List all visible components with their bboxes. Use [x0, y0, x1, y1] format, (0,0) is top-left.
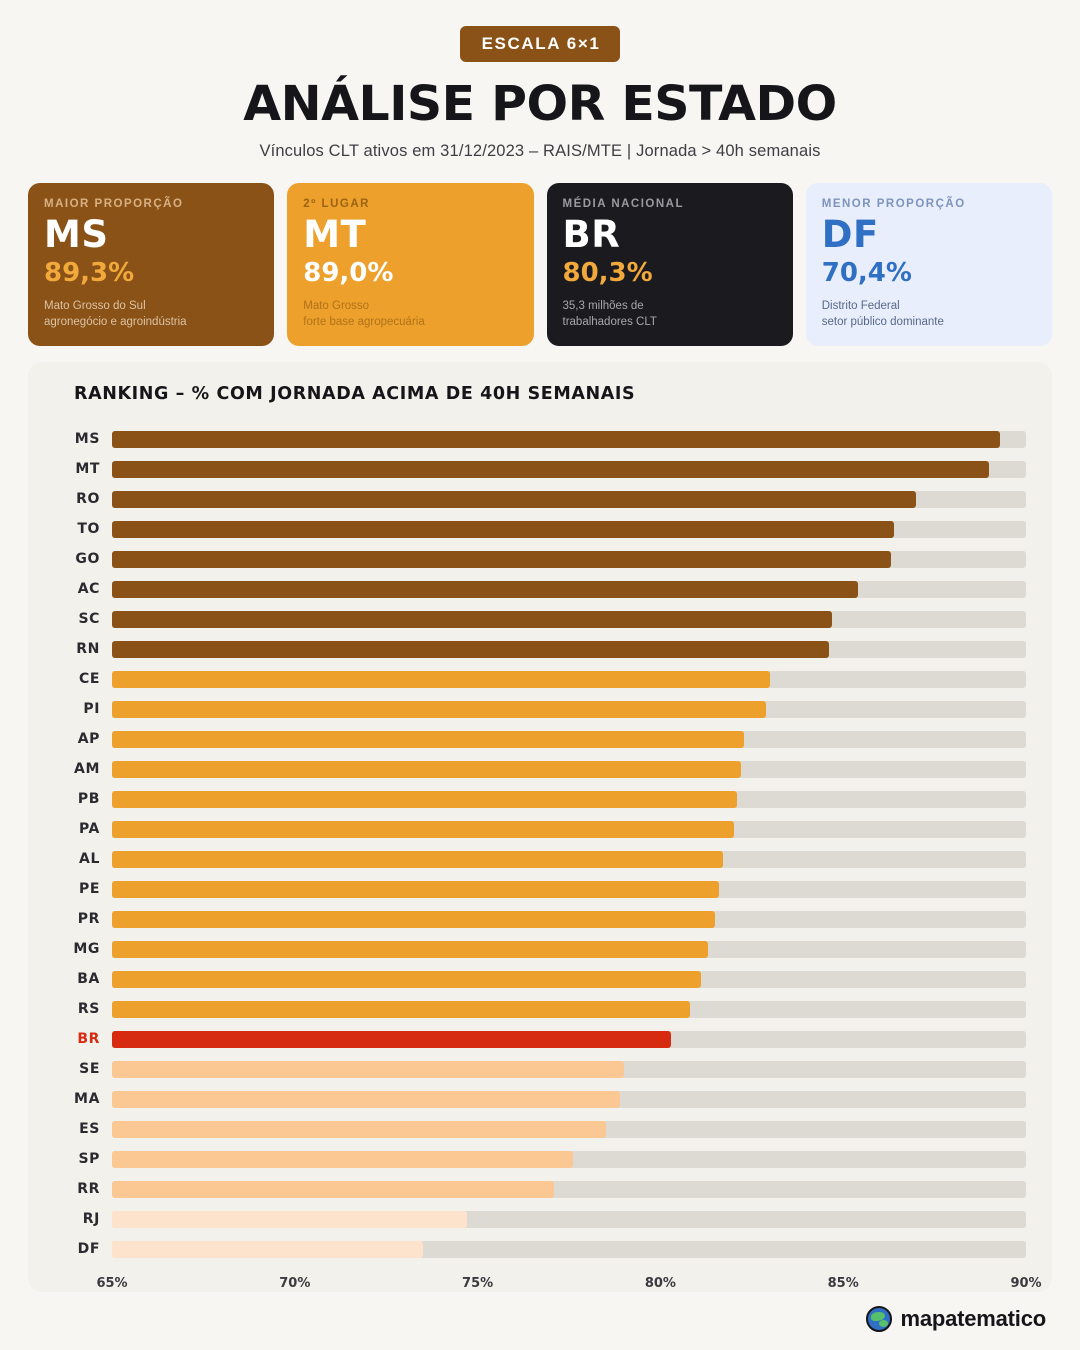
- state-label: CE: [78, 671, 100, 688]
- state-label: AM: [74, 761, 100, 778]
- escala-badge: ESCALA 6×1: [460, 26, 621, 62]
- kpi-card-mt: [287, 183, 533, 346]
- bar-track: [112, 791, 1026, 808]
- kpi-code: MS: [44, 213, 109, 256]
- ranking-title: RANKING – % COM JORNADA ACIMA DE 40H SEMANAIS: [74, 384, 636, 405]
- state-label: AP: [77, 731, 100, 748]
- ranking-row-rr: [54, 1174, 1026, 1204]
- bar-track: [112, 851, 1026, 868]
- bar-go: [112, 551, 891, 568]
- ranking-row-ro: [54, 484, 1026, 514]
- kpi-card-ms: [28, 183, 274, 346]
- bar-track: [112, 731, 1026, 748]
- bar-ap: [112, 731, 744, 748]
- bar-br: [112, 1031, 671, 1048]
- ranking-row-pr: [54, 904, 1026, 934]
- state-label: RN: [76, 641, 100, 658]
- bar-track: [112, 551, 1026, 568]
- kpi-value: 89,0%: [303, 257, 394, 288]
- bar-ms: [112, 431, 1000, 448]
- state-label: AL: [79, 851, 100, 868]
- kpi-description: [44, 298, 258, 331]
- kpi-description-line2: trabalhadores CLT: [562, 316, 657, 329]
- state-label: BA: [77, 971, 100, 988]
- state-label: AC: [77, 581, 100, 598]
- ranking-row-pb: [54, 784, 1026, 814]
- state-label: MA: [74, 1091, 100, 1108]
- ranking-row-ms: [54, 424, 1026, 454]
- state-label: RS: [77, 1001, 100, 1018]
- state-label: SC: [78, 611, 100, 628]
- kpi-code: MT: [303, 213, 367, 256]
- ranking-row-br: [54, 1024, 1026, 1054]
- bar-track: [112, 1001, 1026, 1018]
- state-label: PI: [83, 701, 100, 718]
- brand-name: mapatematico: [900, 1306, 1046, 1331]
- bar-track: [112, 911, 1026, 928]
- state-label: PA: [78, 821, 100, 838]
- bar-pe: [112, 881, 719, 898]
- state-label: GO: [75, 551, 100, 568]
- bar-track: [112, 971, 1026, 988]
- kpi-label: MAIOR PROPORÇÃO: [44, 198, 184, 210]
- bar-track: [112, 461, 1026, 478]
- bar-mg: [112, 941, 708, 958]
- ranking-row-ba: [54, 964, 1026, 994]
- brand-footer: [866, 1306, 1046, 1332]
- x-tick-75: 75%: [462, 1276, 494, 1292]
- bar-track: [112, 1211, 1026, 1228]
- state-label: MS: [74, 431, 100, 448]
- kpi-description-line1: Mato Grosso: [303, 299, 370, 312]
- ranking-row-ap: [54, 724, 1026, 754]
- bar-am: [112, 761, 741, 778]
- ranking-row-am: [54, 754, 1026, 784]
- state-label: DF: [77, 1241, 100, 1258]
- kpi-description: [822, 298, 1036, 331]
- state-label: MT: [75, 461, 100, 478]
- kpi-card-row: [0, 161, 1080, 346]
- ranking-row-to: [54, 514, 1026, 544]
- bar-al: [112, 851, 723, 868]
- bar-pr: [112, 911, 715, 928]
- x-tick-85: 85%: [827, 1276, 859, 1292]
- bar-track: [112, 821, 1026, 838]
- bar-ba: [112, 971, 701, 988]
- bar-track: [112, 1241, 1026, 1258]
- badge-container: [0, 0, 1080, 62]
- bar-track: [112, 1091, 1026, 1108]
- kpi-label: MÉDIA NACIONAL: [562, 198, 685, 210]
- ranking-row-se: [54, 1054, 1026, 1084]
- kpi-value: 89,3%: [44, 257, 135, 288]
- bar-track: [112, 941, 1026, 958]
- ranking-row-mg: [54, 934, 1026, 964]
- bar-sp: [112, 1151, 573, 1168]
- state-label: MG: [73, 941, 100, 958]
- kpi-value: 80,3%: [562, 257, 653, 288]
- kpi-description-line1: 35,3 milhões de: [562, 299, 644, 312]
- bar-track: [112, 641, 1026, 658]
- kpi-description-line2: agronegócio e agroindústria: [44, 316, 187, 329]
- bar-track: [112, 1151, 1026, 1168]
- kpi-code: DF: [821, 213, 879, 256]
- x-tick-65: 65%: [96, 1276, 128, 1292]
- bar-track: [112, 431, 1026, 448]
- bar-sc: [112, 611, 832, 628]
- bar-to: [112, 521, 894, 538]
- state-label: PB: [77, 791, 100, 808]
- bar-track: [112, 761, 1026, 778]
- bar-mt: [112, 461, 989, 478]
- bar-track: [112, 1031, 1026, 1048]
- ranking-row-ac: [54, 574, 1026, 604]
- x-axis: [96, 1270, 1042, 1296]
- bar-track: [112, 1181, 1026, 1198]
- globe-icon: [866, 1306, 892, 1332]
- kpi-description-line1: Mato Grosso do Sul: [44, 299, 146, 312]
- ranking-row-ce: [54, 664, 1026, 694]
- ranking-row-go: [54, 544, 1026, 574]
- bar-df: [112, 1241, 423, 1258]
- kpi-card-df: [806, 183, 1052, 346]
- kpi-label: 2º LUGAR: [303, 198, 370, 210]
- bar-track: [112, 881, 1026, 898]
- state-label: TO: [77, 521, 100, 538]
- state-label: RR: [77, 1181, 100, 1198]
- kpi-card-br: [547, 183, 793, 346]
- bar-ac: [112, 581, 858, 598]
- state-label: PR: [77, 911, 100, 928]
- state-label: SE: [79, 1061, 100, 1078]
- bar-pb: [112, 791, 737, 808]
- bar-rj: [112, 1211, 467, 1228]
- ranking-row-sp: [54, 1144, 1026, 1174]
- ranking-row-sc: [54, 604, 1026, 634]
- bar-rn: [112, 641, 829, 658]
- bar-pa: [112, 821, 734, 838]
- bar-track: [112, 491, 1026, 508]
- kpi-description-line2: forte base agropecuária: [303, 316, 425, 329]
- state-label: ES: [79, 1121, 100, 1138]
- bar-track: [112, 581, 1026, 598]
- kpi-description: [563, 298, 777, 331]
- ranking-row-es: [54, 1114, 1026, 1144]
- kpi-description-line1: Distrito Federal: [821, 299, 900, 312]
- page-title: ANÁLISE POR ESTADO: [243, 76, 837, 132]
- ranking-row-rs: [54, 994, 1026, 1024]
- x-tick-90: 90%: [1010, 1276, 1042, 1292]
- bar-ro: [112, 491, 916, 508]
- state-label: RO: [76, 491, 100, 508]
- kpi-label: MENOR PROPORÇÃO: [821, 198, 966, 210]
- bar-rs: [112, 1001, 690, 1018]
- bar-track: [112, 671, 1026, 688]
- bar-track: [112, 1061, 1026, 1078]
- bar-rr: [112, 1181, 554, 1198]
- bar-se: [112, 1061, 624, 1078]
- state-label: BR: [77, 1031, 100, 1048]
- ranking-row-pi: [54, 694, 1026, 724]
- ranking-row-pa: [54, 814, 1026, 844]
- bar-track: [112, 701, 1026, 718]
- state-label: RJ: [82, 1211, 100, 1228]
- state-label: SP: [78, 1151, 100, 1168]
- ranking-row-ma: [54, 1084, 1026, 1114]
- bar-es: [112, 1121, 606, 1138]
- page-subtitle: Vínculos CLT ativos em 31/12/2023 – RAIS/MTE | Jornada > 40h semanais: [259, 142, 821, 160]
- ranking-row-mt: [54, 454, 1026, 484]
- bar-track: [112, 611, 1026, 628]
- x-tick-70: 70%: [279, 1276, 311, 1292]
- x-tick-80: 80%: [644, 1276, 676, 1292]
- ranking-row-al: [54, 844, 1026, 874]
- ranking-row-pe: [54, 874, 1026, 904]
- bar-track: [112, 521, 1026, 538]
- ranking-panel: [28, 362, 1052, 1292]
- kpi-description-line2: setor público dominante: [821, 316, 944, 329]
- kpi-code: BR: [562, 213, 621, 256]
- ranking-bar-list: [54, 424, 1026, 1264]
- state-label: PE: [78, 881, 100, 898]
- ranking-row-df: [54, 1234, 1026, 1264]
- bar-pi: [112, 701, 766, 718]
- bar-ce: [112, 671, 770, 688]
- ranking-row-rj: [54, 1204, 1026, 1234]
- bar-ma: [112, 1091, 620, 1108]
- bar-track: [112, 1121, 1026, 1138]
- kpi-value: 70,4%: [821, 257, 912, 288]
- kpi-description: [303, 298, 517, 331]
- ranking-row-rn: [54, 634, 1026, 664]
